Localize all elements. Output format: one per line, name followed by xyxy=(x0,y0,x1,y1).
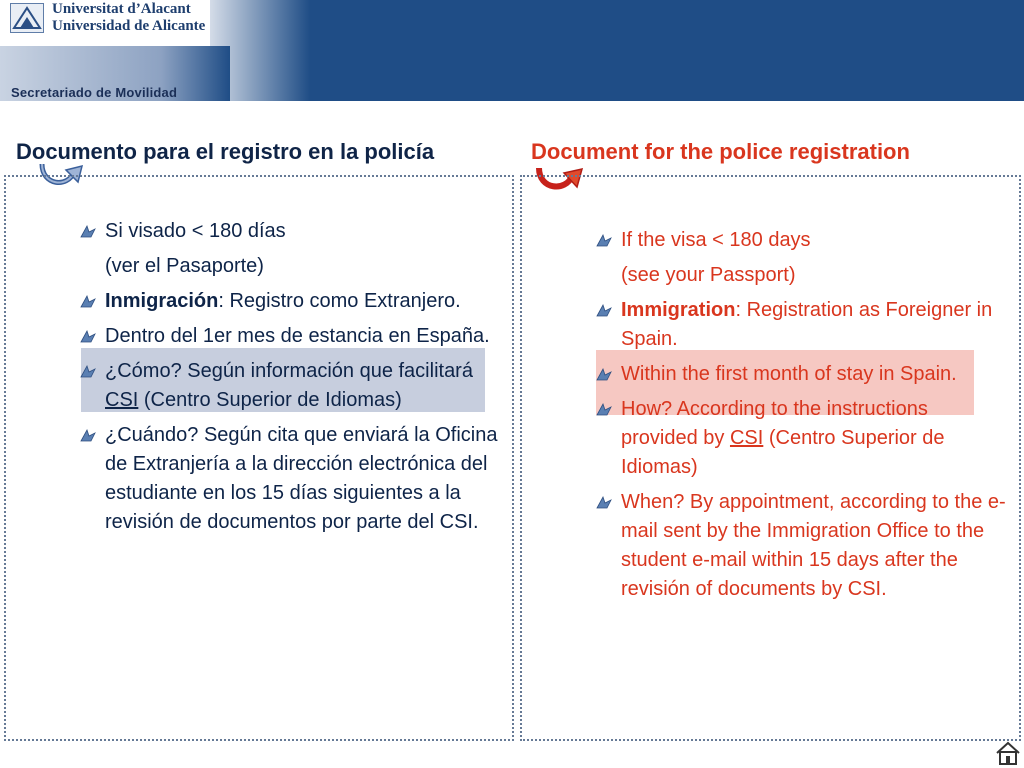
list-item xyxy=(596,226,1006,255)
item-text: If the visa < 180 days xyxy=(621,229,811,251)
list-item xyxy=(80,217,500,246)
item-text: Dentro del 1er mes de estancia en España. xyxy=(105,325,490,347)
university-name-ca: Universitat d’Alacant xyxy=(52,1,191,17)
arrow-bullet-icon xyxy=(80,329,96,343)
list-item xyxy=(596,296,1006,354)
list-item xyxy=(80,322,500,351)
item-text: : Registration as Foreigner in Spain. xyxy=(621,299,993,350)
university-name xyxy=(52,1,205,35)
item-text: When? By appointment, according to the e-mail sent by the Immigration Office to the student e-mail within 15 days after the revisión of documents by CSI. xyxy=(621,491,1006,600)
list-item xyxy=(596,261,1006,290)
item-text: ¿Cuándo? Según cita que enviará la Oficina de Extranjería a la dirección electrónica del estudiante en los 15 días siguientes a la revisión de documentos por parte del CSI. xyxy=(105,424,498,533)
university-name-es: Universidad de Alicante xyxy=(52,18,206,34)
university-logo-icon xyxy=(10,3,44,33)
csi-link[interactable]: CSI xyxy=(105,389,139,411)
item-text: (Centro Superior de Idiomas) xyxy=(621,427,945,478)
list-item xyxy=(80,252,500,281)
arrow-bullet-icon xyxy=(596,495,612,509)
csi-link[interactable]: CSI xyxy=(729,427,764,449)
department-name: Secretariado de Movilidad xyxy=(11,85,178,100)
item-text: Within the first month of stay in Spain. xyxy=(621,363,957,385)
spanish-list xyxy=(80,217,500,537)
header-banner xyxy=(0,0,1024,101)
arrow-bullet-icon xyxy=(80,224,96,238)
item-text: ¿Cómo? Según información que facilitará xyxy=(105,360,473,382)
home-icon[interactable] xyxy=(995,740,1021,766)
item-bold: Immigration xyxy=(621,299,736,321)
title-spanish: Documento para el registro en la policía xyxy=(16,139,435,164)
arrow-bullet-icon xyxy=(596,402,612,416)
arrow-bullet-icon xyxy=(596,303,612,317)
item-text: (Centro Superior de Idiomas) xyxy=(138,389,402,411)
list-item xyxy=(596,488,1006,604)
title-english: Document for the police registration xyxy=(531,139,910,164)
list-item xyxy=(80,421,500,537)
item-text: How? According to the instructions provided by xyxy=(621,398,928,449)
arrow-bullet-icon xyxy=(80,294,96,308)
list-item xyxy=(80,287,500,316)
english-list xyxy=(596,226,1006,604)
arrow-bullet-icon xyxy=(596,367,612,381)
list-item xyxy=(596,360,1006,389)
item-text: : Registro como Extranjero. xyxy=(218,290,461,312)
item-text: (ver el Pasaporte) xyxy=(105,255,264,277)
arrow-bullet-icon xyxy=(596,233,612,247)
list-item xyxy=(596,395,1006,482)
item-text: Si visado < 180 días xyxy=(105,220,286,242)
item-text: (see your Passport) xyxy=(621,264,796,286)
list-item xyxy=(80,357,500,415)
arrow-bullet-icon xyxy=(80,364,96,378)
arrow-bullet-icon xyxy=(80,428,96,442)
item-bold: Inmigración xyxy=(105,290,219,312)
